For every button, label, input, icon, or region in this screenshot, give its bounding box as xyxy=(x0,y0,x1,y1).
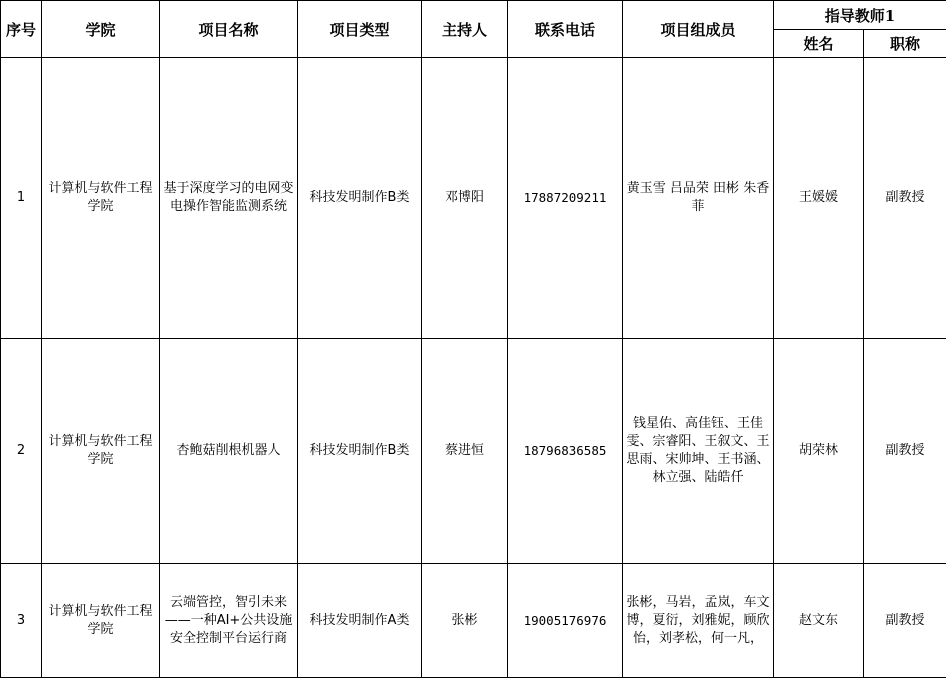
cell-project-name: 基于深度学习的电网变电操作智能监测系统 xyxy=(160,58,298,339)
table-row xyxy=(1,58,946,339)
cell-college: 计算机与软件工程学院 xyxy=(42,339,160,564)
cell-advisor-title: 副教授 xyxy=(864,339,946,564)
header-project-type: 项目类型 xyxy=(298,1,422,58)
cell-college: 计算机与软件工程学院 xyxy=(42,58,160,339)
header-phone: 联系电话 xyxy=(508,1,623,58)
cell-members: 张彬，马岩，孟岚，车文博，夏衍，刘雅妮，顾欣怡，刘孝松，何一凡， xyxy=(623,564,774,678)
cell-leader: 张彬 xyxy=(422,564,508,678)
cell-members: 钱星佑、高佳钰、王佳雯、宗睿阳、王叙文、王思雨、宋帅坤、王书涵、林立强、陆皓仟 xyxy=(623,339,774,564)
header-members: 项目组成员 xyxy=(623,1,774,58)
cell-phone: 17887209211 xyxy=(508,58,623,339)
header-advisor-group: 指导教师1 xyxy=(774,1,946,30)
header-advisor-title: 职称 xyxy=(864,30,946,58)
cell-project-type: 科技发明制作A类 xyxy=(298,564,422,678)
cell-college: 计算机与软件工程学院 xyxy=(42,564,160,678)
cell-project-type: 科技发明制作B类 xyxy=(298,339,422,564)
table-row xyxy=(1,564,946,678)
cell-project-name: 杏鲍菇削根机器人 xyxy=(160,339,298,564)
cell-advisor-name: 王媛媛 xyxy=(774,58,864,339)
table-header xyxy=(1,1,946,58)
table-row xyxy=(1,339,946,564)
cell-index: 3 xyxy=(1,564,42,678)
header-college: 学院 xyxy=(42,1,160,58)
cell-leader: 蔡进恒 xyxy=(422,339,508,564)
cell-advisor-title: 副教授 xyxy=(864,58,946,339)
header-leader: 主持人 xyxy=(422,1,508,58)
cell-members: 黄玉雪 吕品荣 田彬 朱香菲 xyxy=(623,58,774,339)
header-index: 序号 xyxy=(1,1,42,58)
cell-project-name: 云端管控，智引未来——一种AI+公共设施安全控制平台运行商 xyxy=(160,564,298,678)
header-project-name: 项目名称 xyxy=(160,1,298,58)
cell-leader: 邓博阳 xyxy=(422,58,508,339)
header-advisor-name: 姓名 xyxy=(774,30,864,58)
cell-phone: 18796836585 xyxy=(508,339,623,564)
cell-index: 2 xyxy=(1,339,42,564)
cell-advisor-title: 副教授 xyxy=(864,564,946,678)
cell-index: 1 xyxy=(1,58,42,339)
cell-advisor-name: 胡荣林 xyxy=(774,339,864,564)
cell-project-type: 科技发明制作B类 xyxy=(298,58,422,339)
cell-advisor-name: 赵文东 xyxy=(774,564,864,678)
cell-phone: 19005176976 xyxy=(508,564,623,678)
